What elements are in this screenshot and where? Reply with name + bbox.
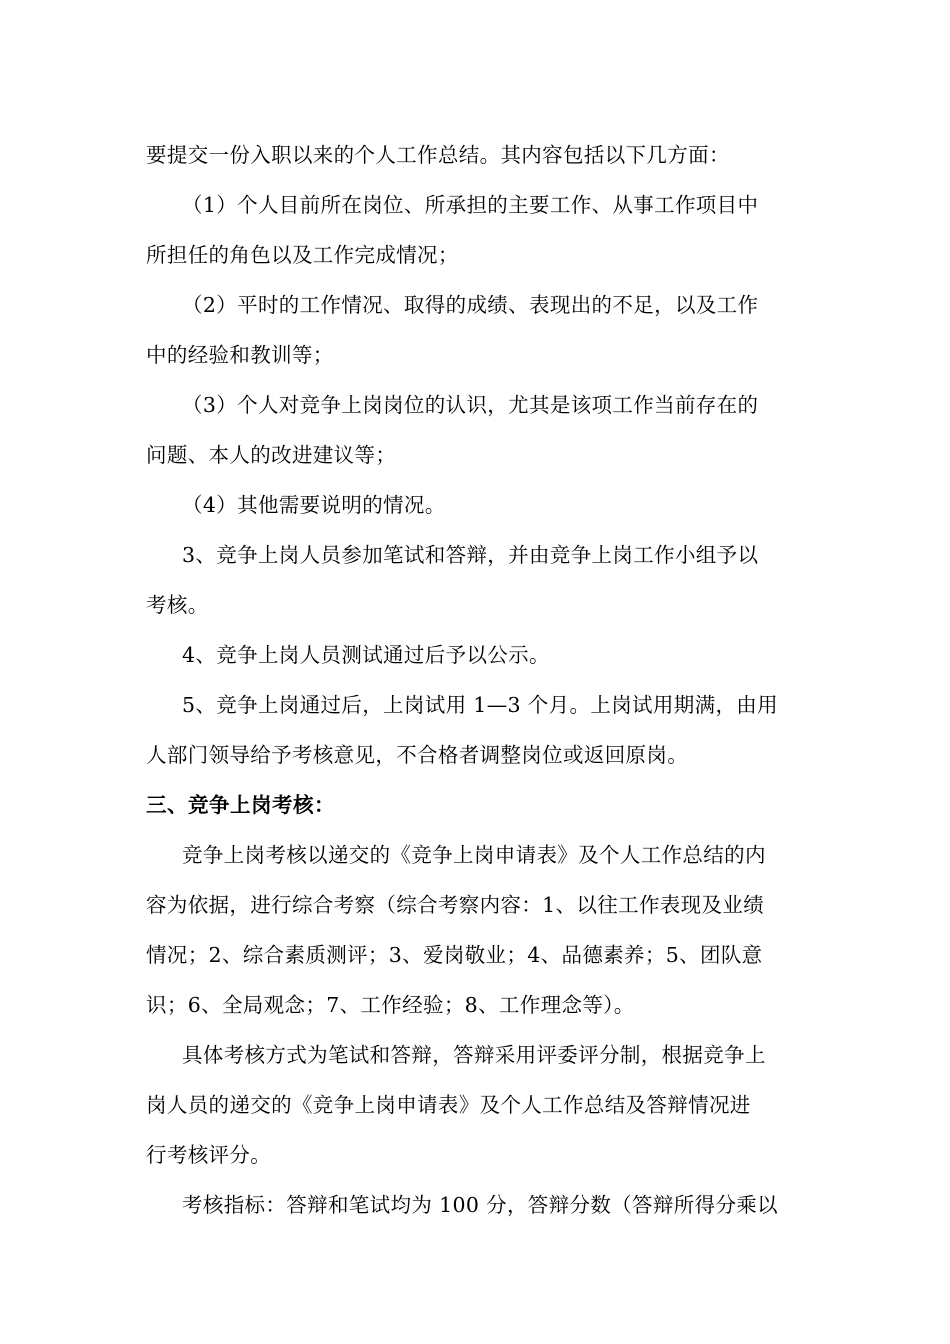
text-line: 容为依据，进行综合考察（综合考察内容：1、以往工作表现及业绩 <box>146 893 765 917</box>
text-line: 具体考核方式为笔试和答辩，答辩采用评委评分制，根据竞争上 <box>182 1043 766 1067</box>
text-line: 人部门领导给予考核意见，不合格者调整岗位或返回原岗。 <box>146 743 689 767</box>
text-line: 情况；2、综合素质测评；3、爱岗敬业；4、品德素养；5、团队意 <box>146 943 763 967</box>
text-line: 考核。 <box>146 593 209 617</box>
document-page <box>146 130 808 1230</box>
section-heading: 三、竞争上岗考核： <box>146 793 335 817</box>
text-line: 中的经验和教训等； <box>146 343 334 367</box>
text-line: 行考核评分。 <box>146 1143 272 1167</box>
text-line: 要提交一份入职以来的个人工作总结。其内容包括以下几方面： <box>146 143 730 167</box>
text-line: 3、竞争上岗人员参加笔试和答辩，并由竞争上岗工作小组予以 <box>182 543 759 567</box>
text-line: （1）个人目前所在岗位、所承担的主要工作、从事工作项目中 <box>182 193 759 217</box>
text-line: 问题、本人的改进建议等； <box>146 443 397 467</box>
text-line: 岗人员的递交的《竞争上岗申请表》及个人工作总结及答辩情况进 <box>146 1093 751 1117</box>
text-line: 所担任的角色以及工作完成情况； <box>146 243 459 267</box>
text-line: 竞争上岗考核以递交的《竞争上岗申请表》及个人工作总结的内 <box>182 843 766 867</box>
text-line: （4）其他需要说明的情况。 <box>182 493 446 517</box>
text-line: 考核指标：答辩和笔试均为 100 分，答辩分数（答辩所得分乘以 <box>182 1193 779 1217</box>
text-line: （2）平时的工作情况、取得的成绩、表现出的不足，以及工作 <box>182 293 759 317</box>
text-line: 识；6、全局观念；7、工作经验；8、工作理念等）。 <box>146 993 635 1017</box>
text-line: 4、竞争上岗人员测试通过后予以公示。 <box>182 643 550 667</box>
text-line: （3）个人对竞争上岗岗位的认识，尤其是该项工作当前存在的 <box>182 393 759 417</box>
text-line: 5、竞争上岗通过后，上岗试用 1—3 个月。上岗试用期满，由用 <box>182 693 779 717</box>
